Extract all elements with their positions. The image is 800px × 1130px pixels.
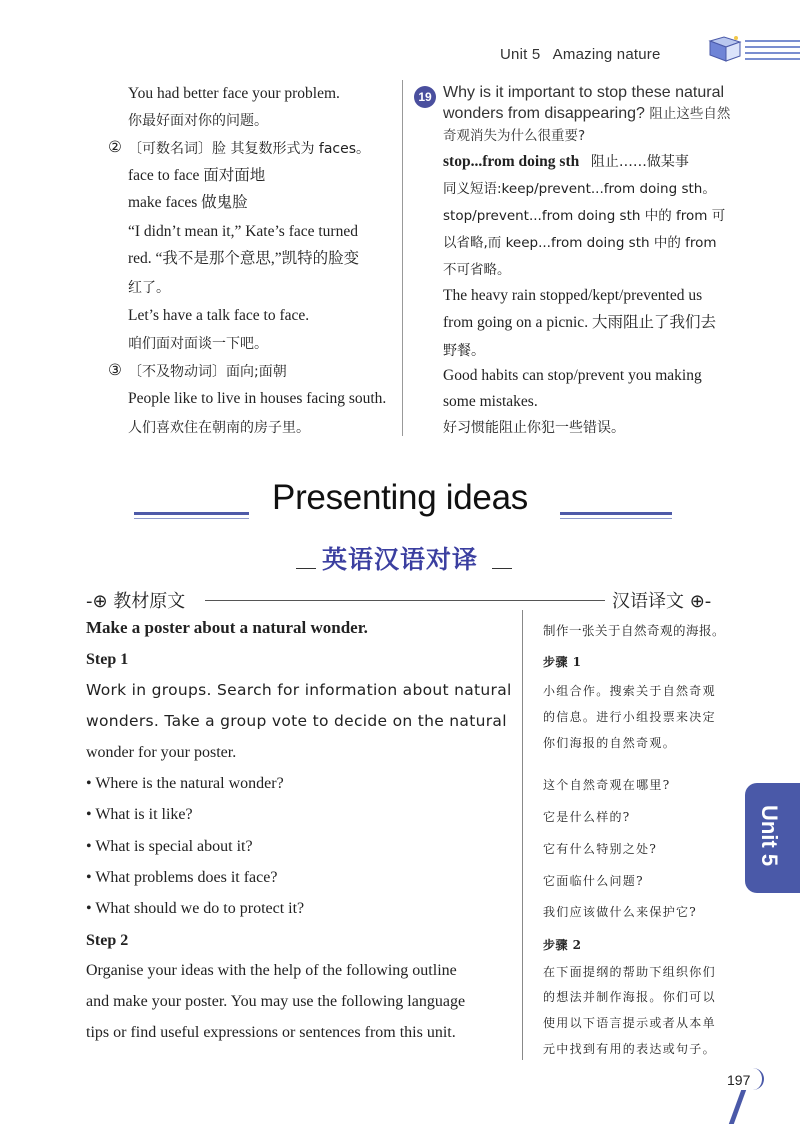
item-number: ③	[108, 361, 122, 379]
step-heading: Step 2	[86, 932, 129, 949]
running-header	[500, 46, 661, 63]
page-number-bracket	[752, 1068, 764, 1090]
page-slash-mark	[729, 1090, 746, 1124]
book-logo-icon	[708, 33, 742, 63]
bullet-item-cn: 它是什么样的?	[543, 810, 631, 824]
subtitle-underline	[492, 568, 512, 569]
example-translation: 好习惯能阻止你犯一些错误。	[443, 420, 625, 436]
phrase-line: face to face 面对面地	[128, 167, 266, 184]
example-sentence: The heavy rain stopped/kept/prevented us	[443, 287, 703, 304]
example-sentence: People like to live in houses facing south.	[128, 390, 387, 407]
bullet-item: • What problems does it face?	[86, 869, 278, 886]
header-stripe	[745, 58, 800, 60]
paragraph-line: Organise your ideas with the help of the following outline	[86, 962, 457, 979]
header-stripe	[745, 46, 800, 48]
paragraph-line-cn: 元中找到有用的表达或句子。	[543, 1042, 716, 1056]
paragraph-line: wonder for your poster.	[86, 744, 237, 761]
section-title: Presenting ideas	[272, 478, 528, 517]
bullet-item: • What is it like?	[86, 806, 193, 823]
paragraph-line: wonders. Take a group vote to decide on the natural	[86, 712, 507, 730]
title-rule-right-thin	[560, 518, 672, 519]
bullet-item-cn: 它面临什么问题?	[543, 874, 644, 888]
bullet-item: • What should we do to protect it?	[86, 900, 305, 917]
example-sentence: red. “我不是那个意思,”凯特的脸变	[128, 250, 360, 267]
paragraph-line: and make your poster. You may use the following language	[86, 993, 466, 1010]
original-text-heading: -⊕ 教材原文	[86, 591, 186, 612]
item-number: ②	[108, 138, 122, 156]
header-stripe	[745, 40, 800, 42]
question-number-badge: 19	[414, 86, 436, 108]
step-heading: Step 1	[86, 651, 129, 668]
bullet-item-cn: 我们应该做什么来保护它?	[543, 905, 698, 919]
paragraph-line: Work in groups. Search for information about natural	[86, 681, 512, 699]
example-sentence: “I didn’t mean it,” Kate’s face turned	[128, 223, 358, 240]
paragraph-line-cn: 你们海报的自然奇观。	[543, 736, 677, 750]
task-heading-cn: 制作一张关于自然奇观的海报。	[543, 623, 726, 638]
example-sentence: Let’s have a talk face to face.	[128, 307, 310, 324]
column-divider	[402, 80, 403, 436]
item-heading: 〔可数名词〕脸 其复数形式为 faces。	[128, 141, 371, 157]
subtitle-underline	[296, 568, 316, 569]
paragraph-line-cn: 小组合作。搜索关于自然奇观	[543, 684, 716, 698]
unit-side-tab-label: Unit 5	[757, 805, 782, 867]
example-sentence: from going on a picnic. 大雨阻止了我们去	[443, 314, 716, 331]
note-line: stop/prevent...from doing sth 中的 from 可	[443, 208, 726, 224]
example-sentence: some mistakes.	[443, 393, 538, 410]
example-sentence: You had better face your problem.	[128, 85, 340, 102]
item-heading: 〔不及物动词〕面向;面朝	[128, 364, 287, 380]
header-stripe	[745, 52, 800, 54]
phrase-line: make faces 做鬼脸	[128, 194, 248, 211]
bullet-item-cn: 这个自然奇观在哪里?	[543, 778, 671, 792]
header-unit-title: Amazing nature	[552, 46, 661, 63]
key-phrase	[443, 152, 689, 172]
heading-rule	[205, 600, 605, 601]
question-english: Why is it important to stop these natural wonders from disappearing?	[443, 84, 725, 122]
example-translation: 野餐。	[443, 343, 485, 359]
column-divider	[522, 610, 523, 1060]
title-rule-left-thin	[134, 518, 249, 519]
paragraph-line: tips or find useful expressions or sentences from this unit.	[86, 1024, 456, 1041]
question-text	[443, 82, 733, 147]
section-subtitle: 英语汉语对译	[321, 545, 478, 574]
bullet-item: • Where is the natural wonder?	[86, 775, 284, 792]
translation-heading: 汉语译文 ⊕-	[612, 591, 712, 612]
page-number: 197	[727, 1072, 751, 1088]
step-heading-cn: 步骤 2	[543, 938, 582, 952]
note-line: 同义短语:keep/prevent...from doing sth。	[443, 181, 716, 197]
step-heading-cn: 步骤 1	[543, 655, 582, 669]
paragraph-line-cn: 在下面提纲的帮助下组织你们	[543, 965, 716, 979]
example-translation: 人们喜欢住在朝南的房子里。	[128, 420, 310, 436]
paragraph-line-cn: 的信息。进行小组投票来决定	[543, 710, 716, 724]
bullet-item-cn: 它有什么特别之处?	[543, 842, 658, 856]
bullet-item: • What is special about it?	[86, 838, 253, 855]
header-unit-label: Unit 5	[500, 46, 541, 63]
example-sentence: Good habits can stop/prevent you making	[443, 367, 702, 384]
task-heading: Make a poster about a natural wonder.	[86, 618, 368, 637]
example-translation: 红了。	[128, 280, 170, 296]
question-chinese: 阻止这些自然奇观消失为什么很重要?	[443, 106, 731, 144]
example-translation: 咱们面对面谈一下吧。	[128, 336, 268, 352]
title-rule-right	[560, 512, 672, 515]
paragraph-line-cn: 的想法并制作海报。你们可以	[543, 990, 716, 1004]
example-translation: 你最好面对你的问题。	[128, 113, 268, 129]
key-phrase-en: stop...from doing sth	[443, 153, 580, 170]
key-phrase-cn: 阻止……做某事	[590, 154, 689, 170]
note-line: 不可省略。	[443, 262, 511, 278]
note-line: 以省略,而 keep...from doing sth 中的 from	[443, 235, 717, 251]
paragraph-line-cn: 使用以下语言提示或者从本单	[543, 1016, 716, 1030]
